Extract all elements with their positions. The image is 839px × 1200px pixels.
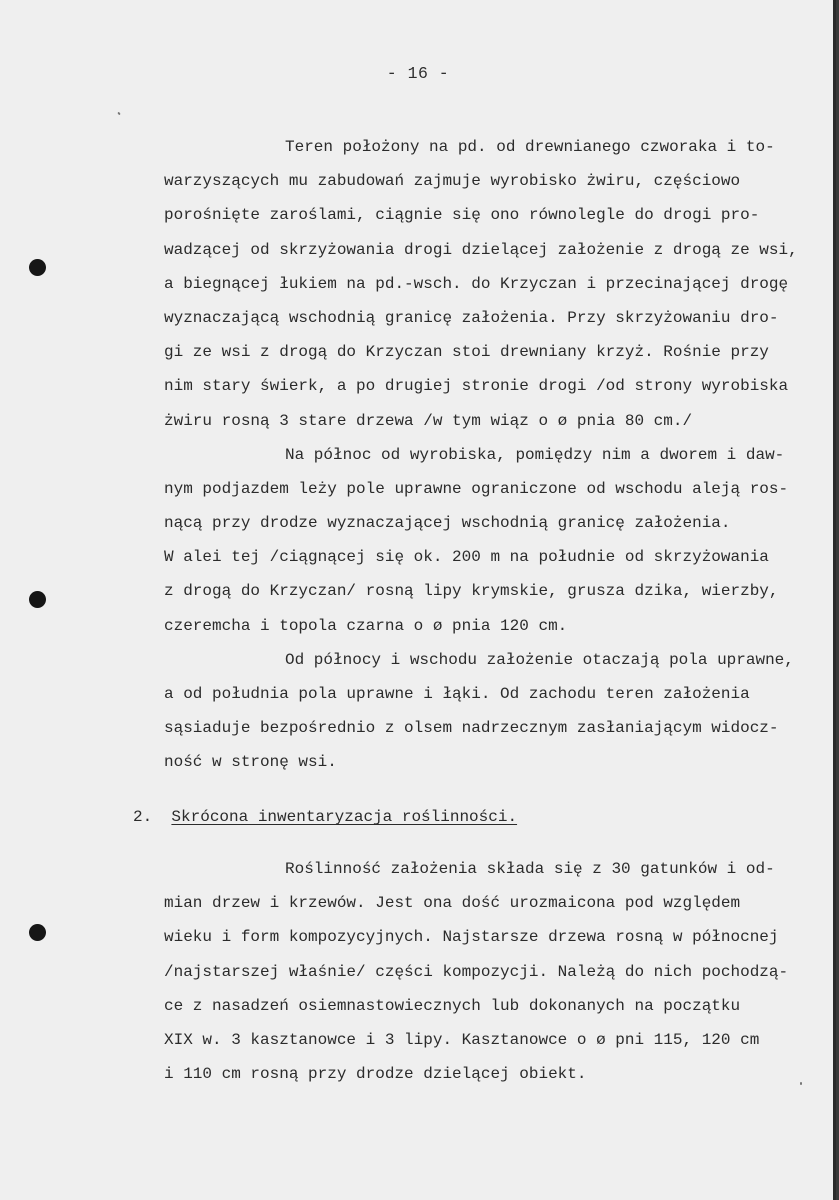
text-line: żwiru rosną 3 stare drzewa /w tym wiąz o ø pnia 80 cm./: [164, 411, 693, 430]
text-line: nim stary świerk, a po drugiej stronie drogi /od strony wyrobiska: [164, 377, 789, 396]
text-line: Teren położony na pd. od drewnianego czworaka i to-: [285, 138, 775, 156]
text-line: i 110 cm rosną przy drodze dzielącej obiekt.: [164, 1065, 587, 1084]
section-number: 2.: [133, 808, 153, 826]
punch-hole: [29, 591, 46, 608]
paper-speck: [117, 112, 120, 116]
page-number: - 16 -: [386, 64, 450, 83]
text-line: Roślinność założenia składa się z 30 gatunków i od-: [285, 860, 775, 878]
text-line: wyznaczającą wschodnią granicę założenia. Przy skrzyżowaniu dro-: [164, 308, 779, 327]
text-line: a biegnącej łukiem na pd.-wsch. do Krzyczan i przecinającej drogę: [164, 274, 789, 293]
punch-hole: [29, 259, 46, 276]
text-line: Na północ od wyrobiska, pomiędzy nim a dworem i daw-: [285, 445, 785, 464]
text-line: wieku i form kompozycyjnych. Najstarsze drzewa rosną w północnej: [164, 928, 779, 947]
text-line: sąsiaduje bezpośrednio z olsem nadrzecznym zasłaniającym widocz-: [164, 719, 779, 738]
text-line: Od północy i wschodu założenie otaczają pola uprawne,: [285, 650, 794, 669]
text-line: /najstarszej właśnie/ części kompozycji. Należą do nich pochodzą-: [164, 962, 789, 981]
text-line: nym podjazdem leży pole uprawne ograniczone od wschodu aleją ros-: [164, 479, 789, 498]
section-title: Skrócona inwentaryzacja roślinności.: [171, 808, 518, 826]
text-line: ce z nasadzeń osiemnastowiecznych lub dokonanych na początku: [164, 996, 741, 1015]
text-line: nącą przy drodze wyznaczającej wschodnią granicę założenia.: [164, 514, 731, 533]
text-line: z drogą do Krzyczan/ rosną lipy krymskie, grusza dzika, wierzby,: [164, 582, 779, 601]
section-heading: [133, 800, 517, 834]
text-line: warzyszących mu zabudowań zajmuje wyrobisko żwiru, częściowo: [164, 172, 741, 191]
punch-hole: [29, 924, 46, 941]
text-line: wadzącej od skrzyżowania drogi dzielącej założenie z drogą ze wsi,: [164, 240, 798, 259]
paragraph-block-terrain: [164, 130, 824, 780]
text-line: czeremcha i topola czarna o ø pnia 120 cm.: [164, 616, 568, 635]
text-line: ność w stronę wsi.: [164, 753, 337, 772]
text-line: mian drzew i krzewów. Jest ona dość urozmaicona pod względem: [164, 894, 741, 913]
text-line: W alei tej /ciągnącej się ok. 200 m na południe od skrzyżowania: [164, 548, 769, 567]
text-line: porośnięte zaroślami, ciągnie się ono równolegle do drogi pro-: [164, 206, 760, 225]
text-line: a od południa pola uprawne i łąki. Od zachodu teren założenia: [164, 685, 750, 703]
text-line: gi ze wsi z drogą do Krzyczan stoi drewniany krzyż. Rośnie przy: [164, 343, 769, 362]
paragraph-block-vegetation: [164, 852, 824, 1091]
text-line: XIX w. 3 kasztanowce i 3 lipy. Kasztanowce o ø pni 115, 120 cm: [164, 1030, 760, 1049]
